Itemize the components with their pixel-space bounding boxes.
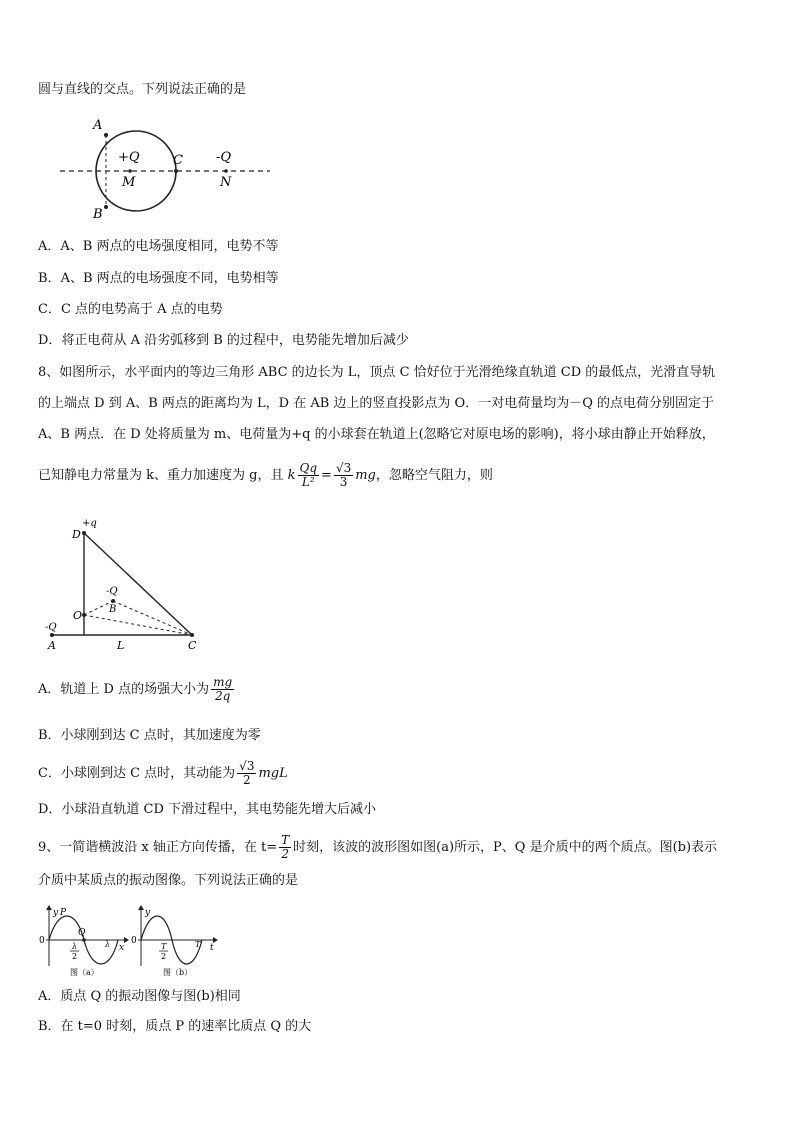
q7-option-d: D．将正电荷从 A 沿劣弧移到 B 的过程中，电势能先增加后减少 (38, 333, 409, 348)
label-C: C (173, 153, 183, 168)
svg-text:t: t (210, 943, 214, 953)
label-L: L (117, 639, 125, 652)
q8-option-a: A．轨道上 D 点的场强大小为 $\frac{mg}{2q}$ (38, 675, 233, 703)
q9-option-a: A．质点 Q 的振动图像与图(b)相同 (38, 989, 241, 1004)
q8-figure (40, 515, 210, 655)
q7-option-c: C．C 点的电势高于 A 点的电势 (38, 302, 223, 317)
q7-figure (50, 112, 275, 222)
q9-figure-a (36, 904, 131, 979)
svg-text:y: y (145, 908, 151, 918)
svg-text:Q: Q (78, 928, 86, 938)
label-B: B (93, 207, 103, 222)
q8-option-d: D．小球沿直轨道 CD 下滑过程中，其电势能先增大后减小 (38, 802, 377, 817)
svg-text:0: 0 (39, 936, 45, 946)
q7-option-a: A．A、B 两点的电场强度相同，电势不等 (38, 239, 279, 254)
q8-stem-4: 已知静电力常量为 k、重力加速度为 g，且 k $\frac{Qq}{\text{L²}}$ = $\frac{√3}{3}$ mg，忽略空气阻力，则 (38, 461, 493, 489)
svg-text:x: x (119, 943, 125, 953)
q8-stem-1: 8、如图所示，水平面内的等边三角形 ABC 的边长为 L，顶点 C 恰好位于光滑绝缘直轨道 CD 的最低点，光滑直导轨 (38, 365, 716, 380)
label-plusQ: +Q (118, 150, 140, 165)
label-O: O (73, 609, 83, 622)
q7-intro: 圆与直线的交点。下列说法正确的是 (38, 82, 247, 97)
svg-text:λ: λ (105, 940, 111, 949)
label-A: A (93, 118, 103, 133)
q8-stem-3: A、B 两点．在 D 处将质量为 m、电荷量为+q 的小球套在轨道上(忽略它对原电场的影响)，将小球由静止开始释放， (38, 427, 715, 442)
label-M: M (122, 175, 136, 190)
svg-text:0: 0 (131, 936, 137, 946)
q8-stem-2: 的上端点 D 到 A、B 两点的距离均为 L，D 在 AB 边上的竖直投影点为 O．一对电荷量均为－Q 的点电荷分别固定于 (38, 396, 715, 411)
label-minusQ-A: -Q (45, 622, 57, 633)
label-minusQ-B: -Q (106, 586, 118, 597)
svg-text:T: T (195, 940, 201, 949)
label-B: B (109, 604, 117, 615)
q7-option-b: B．A、B 两点的电场强度不同，电势相等 (38, 271, 279, 286)
svg-text:y: y (53, 908, 59, 918)
q8-option-b: B．小球刚到达 C 点时，其加速度为零 (38, 728, 261, 743)
label-minusQ: -Q (216, 150, 232, 165)
svg-text:2: 2 (72, 952, 78, 961)
label-D: D (72, 528, 81, 541)
q9-stem-2: 介质中某质点的振动图像。下列说法正确的是 (38, 873, 299, 888)
svg-text:P: P (60, 908, 67, 918)
q8-option-c: C．小球刚到达 C 点时，其动能为 $\frac{√3}{2}$ mgL (38, 759, 288, 787)
svg-text:图（a）: 图（a） (70, 968, 99, 977)
q9-stem-1: 9、一简谐横波沿 x 轴正方向传播，在 t= $\frac{T}{2}$ 时刻，该波的波形图如图(a)所示，P、Q 是介质中的两个质点。图(b)表示 (38, 833, 718, 861)
label-N: N (220, 175, 232, 190)
svg-text:2: 2 (161, 952, 167, 961)
label-plusq: +q (82, 518, 97, 529)
label-C: C (188, 639, 197, 652)
svg-text:λ: λ (72, 942, 78, 951)
label-A: A (48, 639, 56, 652)
q9-figure-b (128, 904, 223, 979)
q9-option-b: B．在 t=0 时刻，质点 P 的速率比质点 Q 的大 (38, 1019, 312, 1034)
svg-text:T: T (161, 942, 167, 951)
svg-text:图（b）: 图（b） (163, 968, 193, 977)
